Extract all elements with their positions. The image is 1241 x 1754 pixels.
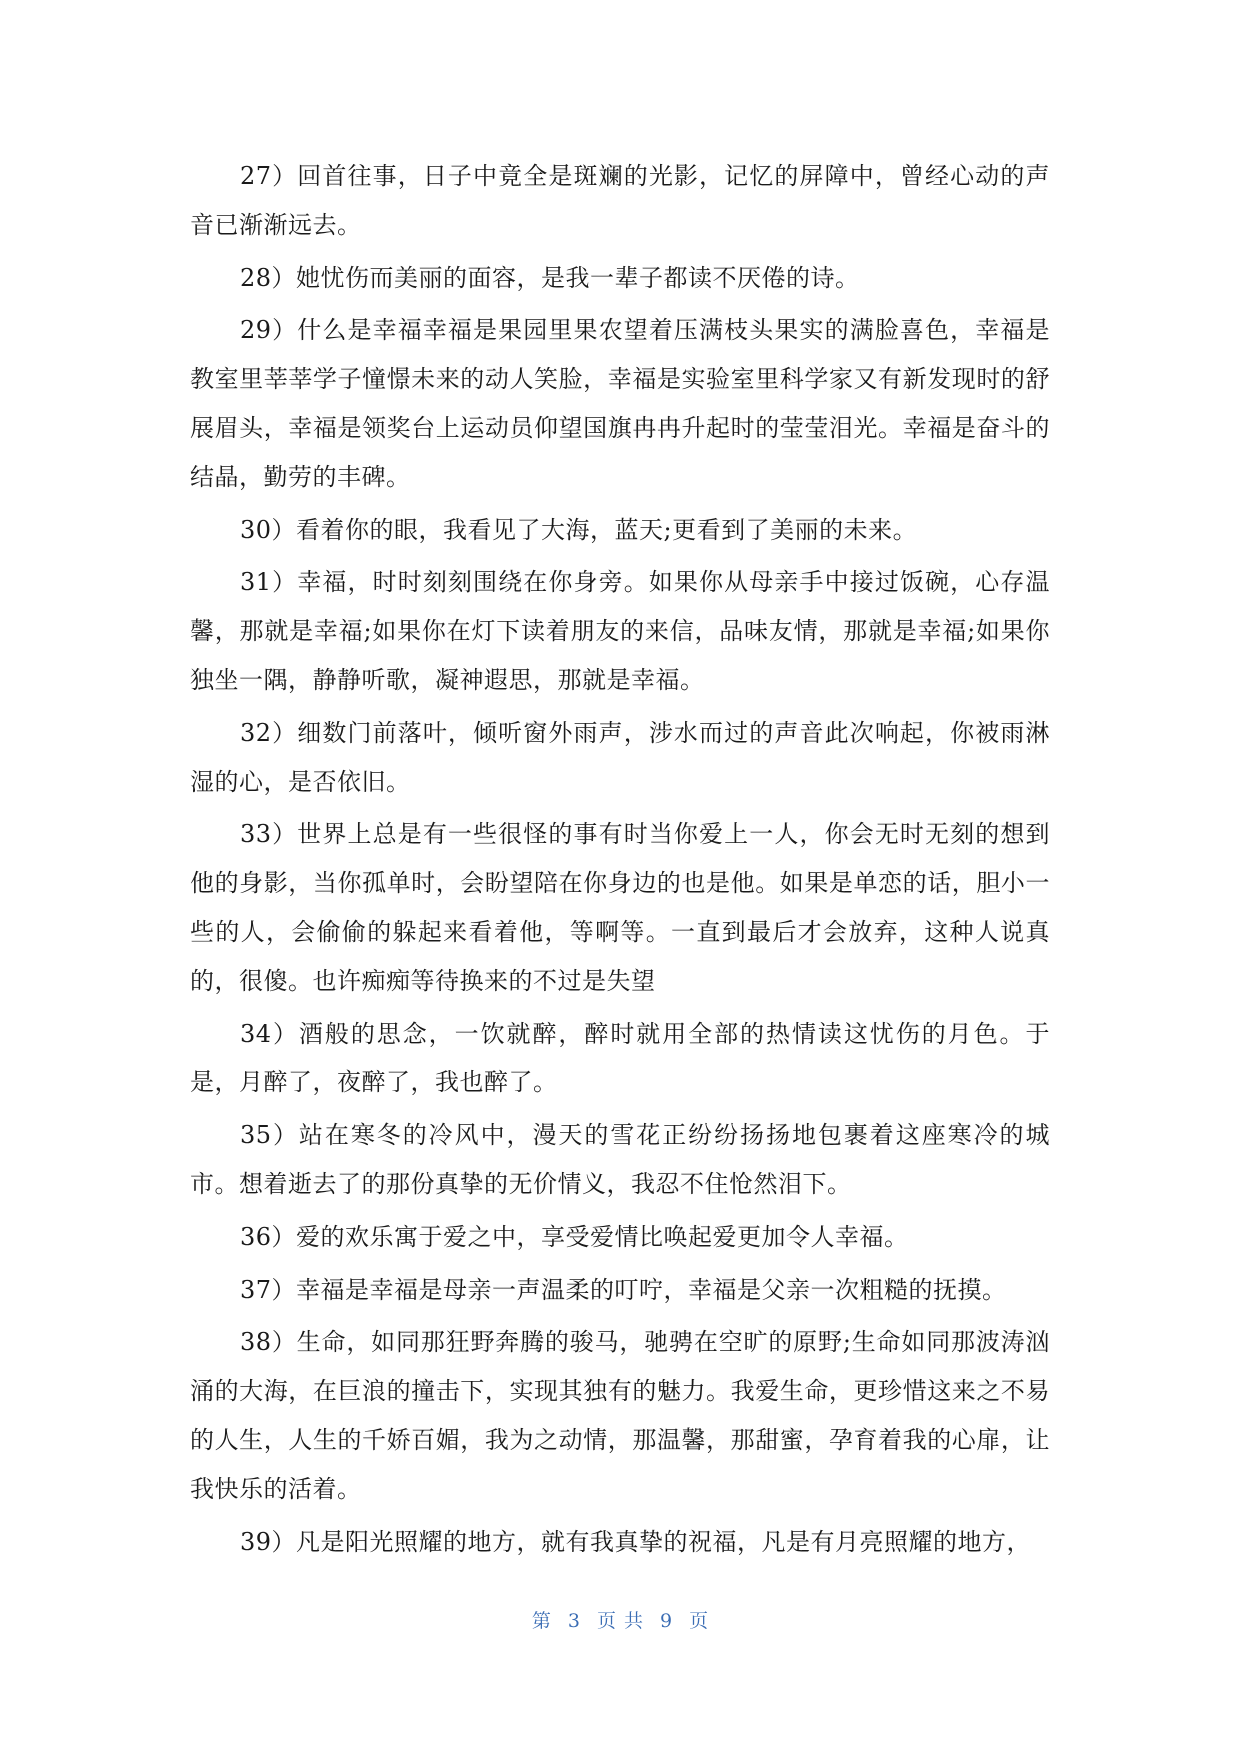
paragraph-34: 34）酒般的思念，一饮就醉，醉时就用全部的热情读这忧伤的月色。于是，月醉了，夜醉了，我也醉了。	[190, 1019, 1050, 1097]
page-body	[190, 152, 1050, 1570]
footer-label-ye: 页	[689, 1610, 710, 1632]
paragraph-36: 36）爱的欢乐寓于爱之中，享受爱情比唤起爱更加令人幸福。	[240, 1222, 909, 1251]
paragraph-39: 39）凡是阳光照耀的地方，就有我真挚的祝福，凡是有月亮照耀的地方，	[240, 1527, 1032, 1556]
paragraph-27: 27）回首往事，日子中竟全是斑斓的光影，记忆的屏障中，曾经心动的声音已渐渐远去。	[190, 162, 1050, 239]
footer-total-pages: 9	[660, 1610, 674, 1632]
paragraph-37: 37）幸福是幸福是母亲一声温柔的叮咛，幸福是父亲一次粗糙的抚摸。	[240, 1275, 1007, 1304]
paragraph-30: 30）看着你的眼，我看见了大海，蓝天;更看到了美丽的未来。	[240, 515, 918, 544]
footer-label-ye-gong: 页 共	[596, 1610, 645, 1632]
paragraph-33: 33）世界上总是有一些很怪的事有时当你爱上一人，你会无时无刻的想到他的身影，当你孤单时，会盼望陪在你身边的也是他。如果是单恋的话，胆小一些的人，会偷偷的躲起来看着他，等啊等。一直到最后才会放弃，这种人说真的，很傻。也许痴痴等待换来的不过是失望	[190, 820, 1050, 995]
page-footer	[0, 1606, 1241, 1633]
footer-current-page: 3	[567, 1610, 581, 1632]
paragraph-38: 38）生命，如同那狂野奔腾的骏马，驰骋在空旷的原野;生命如同那波涛汹涌的大海，在巨浪的撞击下，实现其独有的魅力。我爱生命，更珍惜这来之不易的人生，人生的千娇百媚，我为之动情，那温馨，那甜蜜，孕育着我的心扉，让我快乐的活着。	[190, 1328, 1050, 1503]
paragraph-29: 29）什么是幸福幸福是果园里果农望着压满枝头果实的满脸喜色，幸福是教室里莘莘学子憧憬未来的动人笑脸，幸福是实验室里科学家又有新发现时的舒展眉头，幸福是领奖台上运动员仰望国旗冉冉升起时的莹莹泪光。幸福是奋斗的结晶，勤劳的丰碑。	[190, 316, 1050, 491]
paragraph-35: 35）站在寒冬的冷风中，漫天的雪花正纷纷扬扬地包裹着这座寒冷的城市。想着逝去了的那份真挚的无价情义，我忍不住怆然泪下。	[190, 1121, 1050, 1198]
paragraph-32: 32）细数门前落叶，倾听窗外雨声，涉水而过的声音此次响起，你被雨淋湿的心，是否依旧。	[190, 718, 1050, 796]
paragraph-31: 31）幸福，时时刻刻围绕在你身旁。如果你从母亲手中接过饭碗，心存温馨，那就是幸福;如果你在灯下读着朋友的来信，品味友情，那就是幸福;如果你独坐一隅，静静听歌，凝神遐思，那就是幸福。	[190, 568, 1050, 694]
footer-label-di: 第	[531, 1610, 552, 1632]
paragraph-28: 28）她忧伤而美丽的面容，是我一辈子都读不厌倦的诗。	[240, 263, 860, 292]
